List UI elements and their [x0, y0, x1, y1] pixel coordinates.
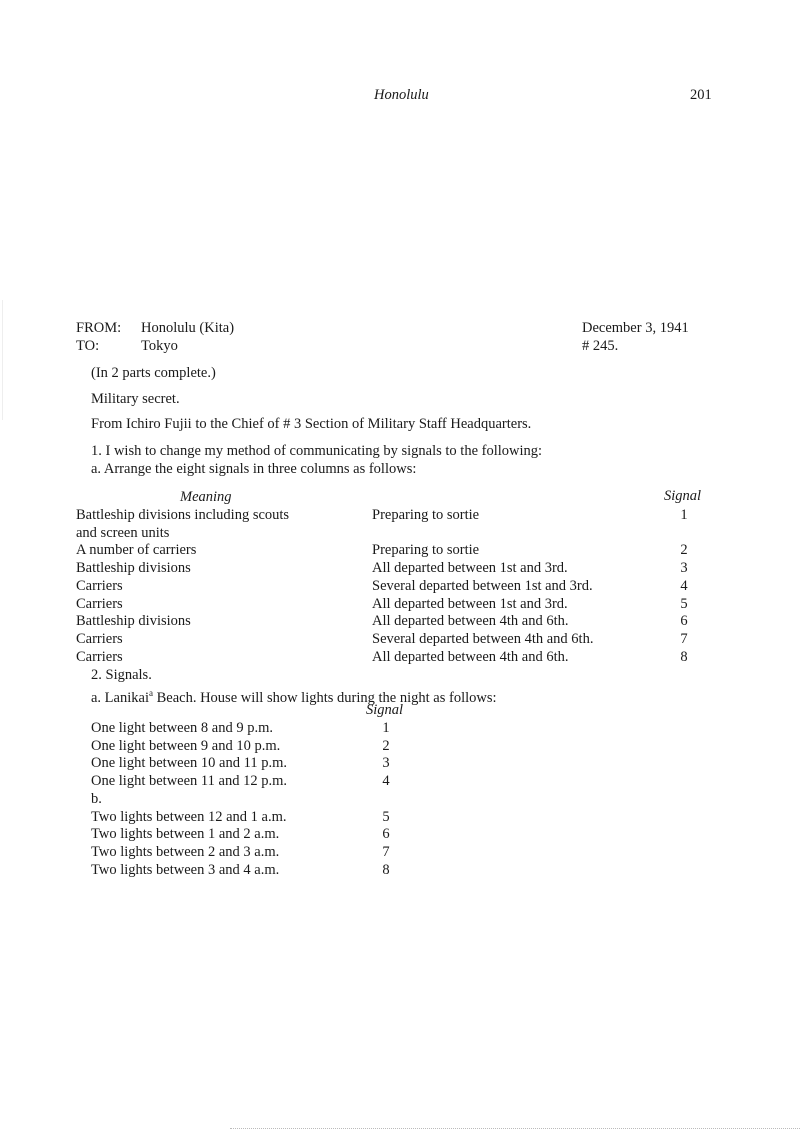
table2-header-signal: Signal	[366, 702, 404, 718]
from-label: FROM:	[76, 320, 122, 336]
section-2-heading: 2. Signals.	[91, 667, 152, 683]
classification: Military secret.	[91, 391, 180, 407]
footnote-marker: a	[148, 688, 153, 698]
table-cell-signal: 3	[382, 755, 390, 771]
running-title: Honolulu	[374, 87, 429, 103]
table-cell-meaning-cont: and screen units	[76, 525, 170, 541]
table-cell-status: All departed between 4th and 6th.	[372, 649, 569, 665]
subpara-b-label: b.	[91, 791, 102, 807]
table-cell-meaning: Battleship divisions	[76, 560, 191, 576]
table-cell-signal: 6	[680, 613, 688, 629]
table-cell-meaning: Carriers	[76, 596, 123, 612]
table-cell-signal: 8	[680, 649, 688, 665]
table-cell-status: All departed between 4th and 6th.	[372, 613, 569, 629]
page-number: 201	[690, 87, 712, 103]
scan-edge-mark	[2, 300, 3, 420]
table-cell-desc: One light between 11 and 12 p.m.	[91, 773, 287, 789]
para-1: 1. I wish to change my method of communicating by signals to the following:	[91, 443, 543, 459]
table-cell-signal: 8	[382, 862, 390, 878]
table-cell-status: Several departed between 4th and 6th.	[372, 631, 594, 647]
table-cell-desc: One light between 10 and 11 p.m.	[91, 755, 287, 771]
table-cell-desc: Two lights between 1 and 2 a.m.	[91, 826, 280, 842]
parts-note: (In 2 parts complete.)	[91, 365, 216, 381]
memo-date: December 3, 1941	[582, 320, 689, 336]
table-cell-signal: 5	[382, 809, 390, 825]
table-cell-status: All departed between 1st and 3rd.	[372, 596, 568, 612]
table-cell-signal: 2	[680, 542, 688, 558]
table-cell-desc: Two lights between 2 and 3 a.m.	[91, 844, 280, 860]
table-cell-meaning: Carriers	[76, 578, 123, 594]
table-cell-signal: 7	[680, 631, 688, 647]
para-1a: a. Arrange the eight signals in three columns as follows:	[91, 461, 417, 477]
table-cell-desc: Two lights between 12 and 1 a.m.	[91, 809, 287, 825]
sender-line: From Ichiro Fujii to the Chief of # 3 Section of Military Staff Headquarters.	[91, 416, 532, 432]
table-cell-meaning: Carriers	[76, 631, 123, 647]
table-cell-signal: 1	[382, 720, 390, 736]
table-cell-signal: 7	[382, 844, 390, 860]
table-cell-signal: 4	[382, 773, 390, 789]
para-2a-pre: a. Lanikai	[91, 689, 149, 706]
table-cell-signal: 6	[382, 826, 390, 842]
table-cell-desc: One light between 9 and 10 p.m.	[91, 738, 281, 754]
para-2a-post: Beach. House will show lights during the night as follows:	[152, 689, 497, 706]
para-2a	[91, 684, 497, 707]
table-cell-signal: 3	[680, 560, 688, 576]
table-cell-meaning: A number of carriers	[76, 542, 197, 558]
table1-header-meaning: Meaning	[180, 489, 232, 505]
table-cell-signal: 1	[680, 507, 688, 523]
to-value: Tokyo	[141, 338, 178, 354]
to-label: TO:	[76, 338, 100, 354]
table-cell-desc: Two lights between 3 and 4 a.m.	[91, 862, 280, 878]
table-cell-meaning: Carriers	[76, 649, 123, 665]
table-cell-status: Several departed between 1st and 3rd.	[372, 578, 593, 594]
bottom-scan-line	[230, 1128, 800, 1129]
table-cell-status: Preparing to sortie	[372, 542, 480, 558]
table1-header-signal: Signal	[664, 488, 702, 504]
table-cell-signal: 5	[680, 596, 688, 612]
table-cell-meaning: Battleship divisions	[76, 613, 191, 629]
table-cell-status: All departed between 1st and 3rd.	[372, 560, 568, 576]
table-cell-desc: One light between 8 and 9 p.m.	[91, 720, 274, 736]
memo-number: # 245.	[582, 338, 619, 354]
from-value: Honolulu (Kita)	[141, 320, 235, 336]
table-cell-meaning: Battleship divisions including scouts	[76, 507, 290, 523]
table-cell-status: Preparing to sortie	[372, 507, 480, 523]
table-cell-signal: 4	[680, 578, 688, 594]
table-cell-signal: 2	[382, 738, 390, 754]
